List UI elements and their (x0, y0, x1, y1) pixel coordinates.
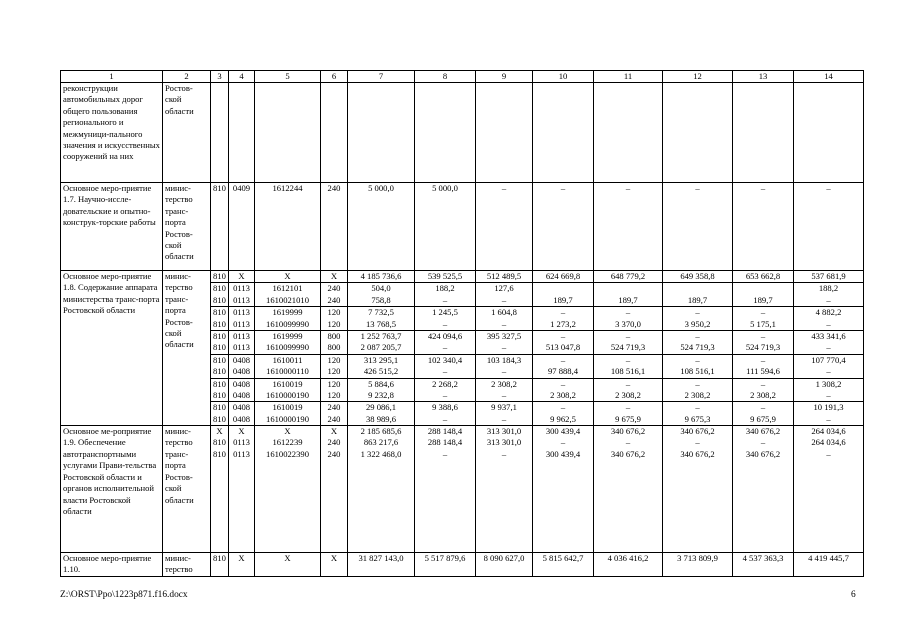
cell-line: 240 (327, 437, 341, 448)
column-header-14: 14 (794, 71, 864, 83)
table-row-activity-1-8 (61, 271, 864, 426)
cell-line: 2 308,2 (684, 389, 711, 400)
table-row-activity-1-10 (61, 553, 864, 577)
column-header-9: 9 (476, 71, 533, 83)
cell-line: – (533, 354, 593, 366)
value-cell (229, 426, 255, 553)
cell-line: 0113 (233, 448, 250, 459)
cell-line: 524 719,3 (610, 342, 646, 353)
cell-line: – (594, 354, 662, 366)
value-cell (229, 271, 255, 426)
cell-line: – (533, 401, 593, 413)
value-cell: – (733, 183, 794, 271)
value-cell: – (533, 183, 594, 271)
cell-line: 1619999 (255, 306, 320, 318)
executor-cell: минис-терство (163, 553, 211, 577)
value-cell (348, 271, 415, 426)
cell-line: – (733, 401, 793, 413)
cell-line: 424 094,6 (415, 330, 475, 342)
cell-line: – (733, 306, 793, 318)
value-cell: 5 815 642,7 (533, 553, 594, 577)
cell-line: 649 358,8 (680, 271, 715, 281)
column-header-8: 8 (415, 71, 476, 83)
value-cell (211, 426, 229, 553)
cell-line: 810 (211, 282, 228, 294)
cell-line: – (695, 437, 700, 448)
cell-line: 810 (211, 306, 228, 318)
cell-line: – (733, 330, 793, 342)
cell-line: 340 676,2 (610, 448, 646, 459)
cell-line: 264 034,6 (811, 426, 846, 437)
cell-line: 1610011 (255, 354, 320, 366)
cell-line: – (442, 389, 448, 400)
cell-line: 108 516,1 (680, 366, 715, 377)
activity-name-cell: реконструкции автомобильных дорог общего пользования регионального и межмуници-пального значения и искусственных сооружений на них (61, 83, 163, 183)
cell-line: 513 047,8 (545, 342, 581, 353)
value-cell (794, 271, 864, 426)
cell-line: 5 884,6 (348, 378, 414, 390)
cell-line: 313 301,0 (486, 437, 522, 448)
cell-line: – (594, 378, 662, 390)
value-cell (533, 271, 594, 426)
value-cell: 4 537 363,3 (733, 553, 794, 577)
cell-line: 433 341,6 (794, 330, 863, 342)
cell-line: – (533, 306, 593, 318)
value-cell (255, 271, 321, 426)
value-cell: 5 000,0 (348, 183, 415, 271)
cell-line: 1610019 (255, 378, 320, 390)
cell-line: – (826, 342, 831, 353)
column-header-5: 5 (255, 71, 321, 83)
cell-line: 653 662,8 (745, 271, 781, 281)
cell-line: 0408 (232, 366, 251, 377)
cell-line: 426 515,2 (363, 366, 399, 377)
cell-line: 0113 (233, 294, 250, 305)
budget-table (60, 70, 864, 577)
cell-line: X (238, 271, 245, 281)
cell-line: – (760, 437, 766, 448)
cell-line: 0113 (233, 437, 250, 448)
cell-line: 0113 (229, 306, 254, 318)
column-header-13: 13 (733, 71, 794, 83)
column-header-11: 11 (594, 71, 663, 83)
cell-line: 5 175,1 (750, 318, 776, 329)
cell-line: X (330, 426, 338, 437)
value-cell: 5 517 879,6 (415, 553, 476, 577)
column-header-6: 6 (321, 71, 348, 83)
cell-line: 810 (213, 271, 226, 281)
value-cell: 1612244 (255, 183, 321, 271)
cell-line: 9 937,1 (476, 401, 532, 413)
cell-line: 38 989,6 (365, 413, 397, 424)
cell-line: – (826, 389, 831, 400)
cell-line: 524 719,3 (680, 342, 715, 353)
value-cell (663, 271, 733, 426)
cell-line: – (533, 378, 593, 390)
cell-line: 800 (327, 342, 341, 353)
cell-line: 300 439,4 (545, 448, 581, 459)
executor-cell: Ростов-ской области (163, 83, 211, 183)
cell-line: 120 (327, 389, 341, 400)
cell-line: 810 (213, 342, 226, 353)
value-cell (476, 271, 533, 426)
value-cell (321, 271, 348, 426)
cell-line: 1610000110 (266, 366, 309, 377)
cell-line (733, 282, 793, 294)
value-cell (321, 426, 348, 553)
cell-line: 810 (211, 354, 228, 366)
value-cell (348, 426, 415, 553)
cell-line: – (442, 318, 448, 329)
executor-cell: минис-терство транс-порта Ростов-ской области (163, 183, 211, 271)
value-cell: 0409 (229, 183, 255, 271)
cell-line: – (501, 389, 507, 400)
value-cell (476, 426, 533, 553)
cell-line: 188,2 (415, 282, 475, 294)
cell-line: – (501, 413, 507, 424)
cell-line: 2 308,2 (550, 389, 576, 400)
cell-line: 189,7 (687, 294, 708, 305)
activity-name-cell: Основное ме-роприятие 1.9. Обеспечение автотранспортными услугами Прави-тельства Ростовской области и органов исполнительной власти Ростовской области (61, 426, 163, 553)
cell-line: 13 768,5 (365, 318, 397, 329)
cell-line: 1610000190 (266, 413, 309, 424)
value-cell: 5 000,0 (415, 183, 476, 271)
cell-line: 97 888,4 (547, 366, 579, 377)
cell-line: 1 245,5 (415, 306, 475, 318)
cell-line: 0113 (233, 342, 250, 353)
activity-name-cell: Основное меро-приятие 1.10. (61, 553, 163, 577)
cell-line: 102 340,4 (415, 354, 475, 366)
cell-line: 0113 (229, 282, 254, 294)
cell-line: – (442, 294, 448, 305)
value-cell: 3 713 809,9 (663, 553, 733, 577)
cell-line: 810 (211, 401, 228, 413)
cell-line: 810 (211, 378, 228, 390)
cell-line: – (826, 294, 831, 305)
cell-line: – (663, 330, 732, 342)
cell-line: 9 675,9 (750, 413, 776, 424)
cell-line: 120 (321, 354, 347, 366)
cell-line: 395 327,5 (476, 330, 532, 342)
value-cell: 4 419 445,7 (794, 553, 864, 577)
cell-line: 758,8 (371, 294, 391, 305)
cell-line: 9 675,9 (615, 413, 641, 424)
cell-line: 863 217,6 (363, 437, 399, 448)
column-header-7: 7 (348, 71, 415, 83)
cell-line: 0408 (229, 401, 254, 413)
cell-line: 340 676,2 (745, 426, 781, 437)
value-cell (533, 426, 594, 553)
cell-line: 2 308,2 (615, 389, 641, 400)
cell-line: X (330, 271, 338, 281)
cell-line: 1 604,8 (476, 306, 532, 318)
cell-line: – (442, 366, 448, 377)
cell-line: 648 779,2 (610, 271, 646, 281)
cell-line: 810 (213, 448, 226, 459)
value-cell (255, 426, 321, 553)
cell-line: 107 770,4 (794, 354, 863, 366)
cell-line: X (238, 426, 245, 437)
cell-line: 240 (327, 448, 341, 459)
value-cell (594, 271, 663, 426)
cell-line: 240 (327, 294, 341, 305)
cell-line: – (594, 401, 662, 413)
cell-line: 810 (213, 294, 226, 305)
value-cell: 810 (211, 553, 229, 577)
cell-line: 810 (213, 318, 226, 329)
cell-line: 1 308,2 (794, 378, 863, 390)
cell-line: 2 308,2 (476, 378, 532, 390)
cell-line: X (284, 426, 291, 437)
cell-line: 3 950,2 (684, 318, 711, 329)
value-cell: – (594, 183, 663, 271)
value-cell: 4 036 416,2 (594, 553, 663, 577)
activity-name-cell: Основное меро-приятие 1.8. Содержание аппарата министерства транс-порта Ростовской области (61, 271, 163, 426)
column-header-2: 2 (163, 71, 211, 83)
cell-line: 103 184,3 (476, 354, 532, 366)
cell-line: 2 268,2 (415, 378, 475, 390)
column-header-3: 3 (211, 71, 229, 83)
cell-line: 288 148,4 (427, 437, 463, 448)
cell-line: – (826, 448, 831, 459)
cell-line: – (442, 413, 448, 424)
cell-line: 340 676,2 (680, 448, 715, 459)
cell-line: 7 732,5 (348, 306, 414, 318)
cell-line: – (533, 330, 593, 342)
cell-line: 120 (327, 366, 341, 377)
cell-line: 504,0 (348, 282, 414, 294)
cell-line: 1619999 (255, 330, 320, 342)
cell-line: 800 (321, 330, 347, 342)
value-cell (594, 426, 663, 553)
cell-line: 0113 (229, 330, 254, 342)
cell-line: 120 (321, 378, 347, 390)
cell-line: 1 322 468,0 (360, 448, 402, 459)
column-header-10: 10 (533, 71, 594, 83)
cell-line: – (501, 342, 507, 353)
cell-line: 524 719,3 (745, 342, 781, 353)
cell-line: 300 439,4 (545, 426, 581, 437)
cell-line: 0408 (229, 378, 254, 390)
cell-line: – (594, 306, 662, 318)
cell-line: 240 (327, 413, 341, 424)
cell-line: 340 676,2 (745, 448, 781, 459)
cell-line: – (826, 366, 831, 377)
activity-name-cell: Основное меро-приятие 1.7. Научно-иссле-довательские и опытно-конструк-торские работы (61, 183, 163, 271)
cell-line: 1610099990 (266, 342, 309, 353)
cell-line: 9 232,8 (368, 389, 394, 400)
cell-line: 810 (213, 366, 226, 377)
cell-line: – (733, 378, 793, 390)
cell-line: 0113 (233, 318, 250, 329)
cell-line: 4 882,2 (794, 306, 863, 318)
cell-line: – (625, 437, 631, 448)
cell-line: 0408 (232, 389, 251, 400)
cell-line: 9 675,3 (684, 413, 711, 424)
cell-line: 108 516,1 (610, 366, 646, 377)
cell-line: 1 252 763,7 (348, 330, 414, 342)
cell-line: 1610021010 (266, 294, 309, 305)
cell-line: 240 (321, 282, 347, 294)
cell-line: 340 676,2 (680, 426, 715, 437)
footer-file-path: Z:\ORST\Ppo\1223p871.f16.docx (60, 590, 188, 600)
cell-line: – (663, 401, 732, 413)
cell-line: 1610019 (255, 401, 320, 413)
value-cell (733, 271, 794, 426)
cell-line: – (663, 378, 732, 390)
column-header-12: 12 (663, 71, 733, 83)
cell-line (663, 282, 732, 294)
cell-line: 539 525,5 (427, 271, 463, 281)
cell-line: – (501, 294, 507, 305)
value-cell: – (794, 183, 864, 271)
cell-line: 0408 (229, 354, 254, 366)
cell-line: 120 (321, 306, 347, 318)
cell-line: 240 (321, 401, 347, 413)
cell-line (533, 282, 593, 294)
cell-line: 120 (327, 318, 341, 329)
cell-line: 0408 (232, 413, 251, 424)
cell-line: – (501, 366, 507, 377)
cell-line (594, 282, 662, 294)
cell-line: – (733, 354, 793, 366)
cell-line: – (501, 448, 507, 459)
cell-line: – (501, 318, 507, 329)
cell-line: 127,6 (476, 282, 532, 294)
cell-line: 537 681,9 (811, 271, 846, 281)
cell-line: 810 (213, 389, 226, 400)
cell-line: 288 148,4 (427, 426, 463, 437)
cell-line: 810 (213, 413, 226, 424)
value-cell: X (255, 553, 321, 577)
cell-line: 10 191,3 (794, 401, 863, 413)
cell-line: 512 489,5 (486, 271, 522, 281)
cell-line: 188,2 (794, 282, 863, 294)
cell-line: 2 087 205,7 (360, 342, 402, 353)
cell-line: 9 962,5 (550, 413, 576, 424)
value-cell: X (321, 553, 348, 577)
cell-line: 1612101 (255, 282, 320, 294)
table-row-activity-1-7 (61, 183, 864, 271)
table-row-continuation (61, 83, 864, 183)
value-cell (794, 426, 864, 553)
cell-line: 1 273,2 (550, 318, 576, 329)
column-header-1: 1 (61, 71, 163, 83)
cell-line: – (826, 318, 831, 329)
value-cell: 810 (211, 183, 229, 271)
value-cell: 8 090 627,0 (476, 553, 533, 577)
cell-line: – (826, 413, 831, 424)
footer-page-number: 6 (851, 590, 856, 600)
cell-line: 2 308,2 (750, 389, 776, 400)
cell-line: 810 (211, 330, 228, 342)
cell-line: 189,7 (553, 294, 573, 305)
cell-line: 189,7 (753, 294, 773, 305)
cell-line: 2 185 685,6 (360, 426, 402, 437)
value-cell (663, 426, 733, 553)
cell-line: 313 295,1 (348, 354, 414, 366)
cell-line: – (663, 354, 732, 366)
cell-line: – (663, 306, 732, 318)
value-cell: 240 (321, 183, 348, 271)
cell-line: 111 594,6 (746, 366, 780, 377)
cell-line: 4 185 736,6 (360, 271, 402, 281)
executor-cell: минис-терство транс-порта Ростов-ской области (163, 271, 211, 426)
cell-line: 3 370,0 (615, 318, 641, 329)
cell-line: 810 (213, 437, 226, 448)
value-cell (211, 271, 229, 426)
cell-line: 313 301,0 (486, 426, 522, 437)
cell-line: 624 669,8 (545, 271, 581, 281)
cell-line: – (442, 342, 448, 353)
executor-cell: минис-терство транс-порта Ростов-ской области (163, 426, 211, 553)
cell-line: – (560, 437, 566, 448)
table-row-activity-1-9 (61, 426, 864, 553)
value-cell: – (476, 183, 533, 271)
cell-line: 340 676,2 (610, 426, 646, 437)
cell-line: – (442, 448, 448, 459)
cell-line: 1610000190 (266, 389, 309, 400)
value-cell: 31 827 143,0 (348, 553, 415, 577)
value-cell (415, 271, 476, 426)
value-cell: X (229, 553, 255, 577)
column-header-4: 4 (229, 71, 255, 83)
value-cell (733, 426, 794, 553)
cell-line: 1610099990 (266, 318, 309, 329)
cell-line: 29 086,1 (348, 401, 414, 413)
cell-line: 1610022390 (266, 448, 309, 459)
cell-line: X (284, 271, 291, 281)
cell-line: 1612239 (272, 437, 303, 448)
cell-line: X (216, 426, 223, 437)
cell-line: 189,7 (618, 294, 638, 305)
value-cell (415, 426, 476, 553)
value-cell: – (663, 183, 733, 271)
cell-line: 264 034,6 (811, 437, 846, 448)
cell-line: – (594, 330, 662, 342)
cell-line: 9 388,6 (415, 401, 475, 413)
header-row (61, 71, 864, 83)
